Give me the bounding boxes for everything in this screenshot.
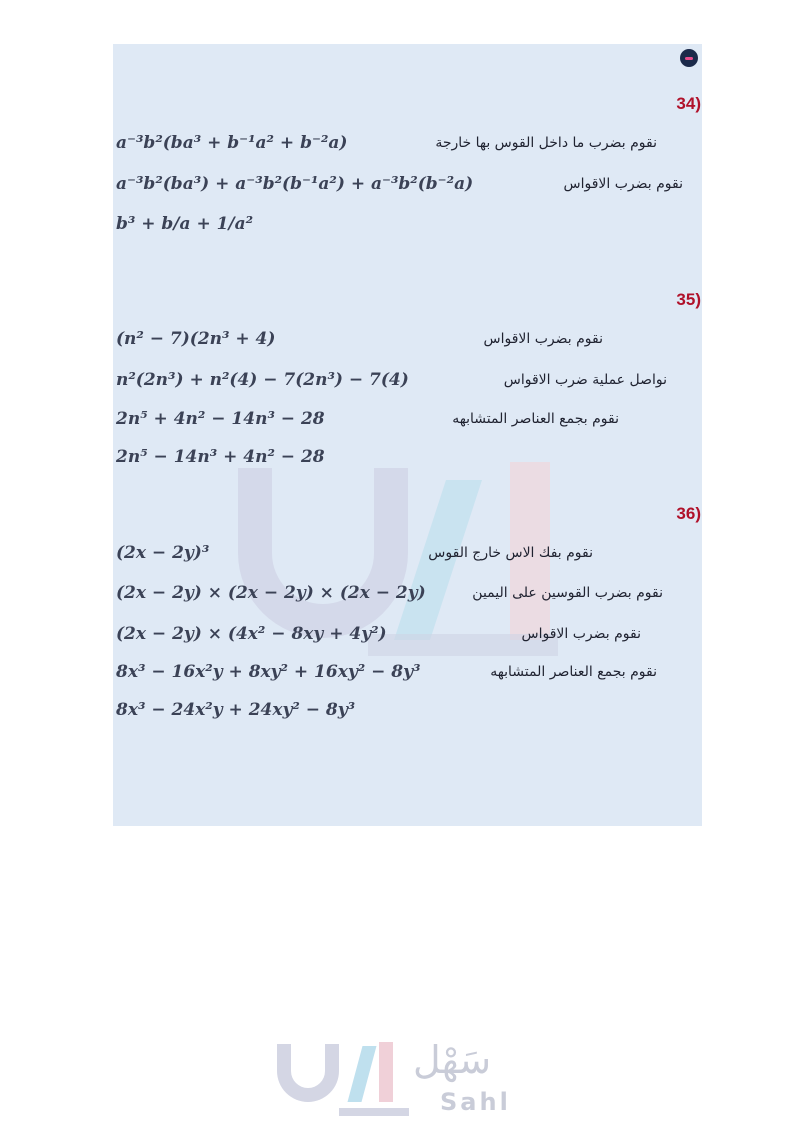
logo-latin-text: Sahl: [440, 1088, 511, 1116]
problem-number-35: 35): [676, 290, 701, 309]
step-note: نقوم بضرب ما داخل القوس بها خارجة: [435, 135, 657, 151]
step-note: نقوم بضرب القوسين على اليمين: [472, 585, 663, 601]
math-line: (2x − 2y)³: [116, 543, 210, 563]
math-line: 2n⁵ + 4n² − 14n³ − 28: [116, 409, 325, 429]
logo-bar: [339, 1108, 409, 1116]
sahl-logo: [275, 1038, 525, 1118]
math-line: 8x³ − 24x²y + 24xy² − 8y³: [116, 700, 356, 720]
math-line: (2x − 2y) × (4x² − 8xy + 4y²): [116, 624, 387, 644]
publisher-logo-icon: [680, 49, 698, 67]
logo-stroke-pink: [379, 1042, 393, 1102]
math-line: a⁻³b²(ba³) + a⁻³b²(b⁻¹a²) + a⁻³b²(b⁻²a): [116, 174, 474, 194]
math-line: n²(2n³) + n²(4) − 7(2n³) − 7(4): [116, 370, 409, 390]
step-note: نقوم بفك الاس خارج القوس: [428, 545, 593, 561]
step-note: نقوم بضرب الاقواس: [483, 331, 603, 347]
math-line: 8x³ − 16x²y + 8xy² + 16xy² − 8y³: [116, 662, 421, 682]
math-line: (2x − 2y) × (2x − 2y) × (2x − 2y): [116, 583, 426, 603]
step-note: نقوم بجمع العناصر المتشابهه: [490, 664, 657, 680]
step-note: نقوم بضرب الاقواس: [563, 176, 683, 192]
math-line: 2n⁵ − 14n³ + 4n² − 28: [116, 447, 325, 467]
step-note: نقوم بضرب الاقواس: [521, 626, 641, 642]
math-line: (n² − 7)(2n³ + 4): [116, 329, 276, 349]
problem-number-34: 34): [676, 94, 701, 113]
math-line: a⁻³b²(ba³ + b⁻¹a² + b⁻²a): [116, 133, 348, 153]
logo-stroke-blue: [347, 1046, 376, 1102]
step-note: نواصل عملية ضرب الاقواس: [503, 372, 667, 388]
watermark-logo-u: [238, 468, 408, 638]
step-note: نقوم بجمع العناصر المتشابهه: [452, 411, 619, 427]
logo-arabic-text: سَهْل: [413, 1038, 492, 1082]
problem-number-36: 36): [676, 504, 701, 523]
math-line: b³ + b/a + 1/a²: [116, 214, 254, 234]
logo-u-shape: [277, 1044, 339, 1102]
